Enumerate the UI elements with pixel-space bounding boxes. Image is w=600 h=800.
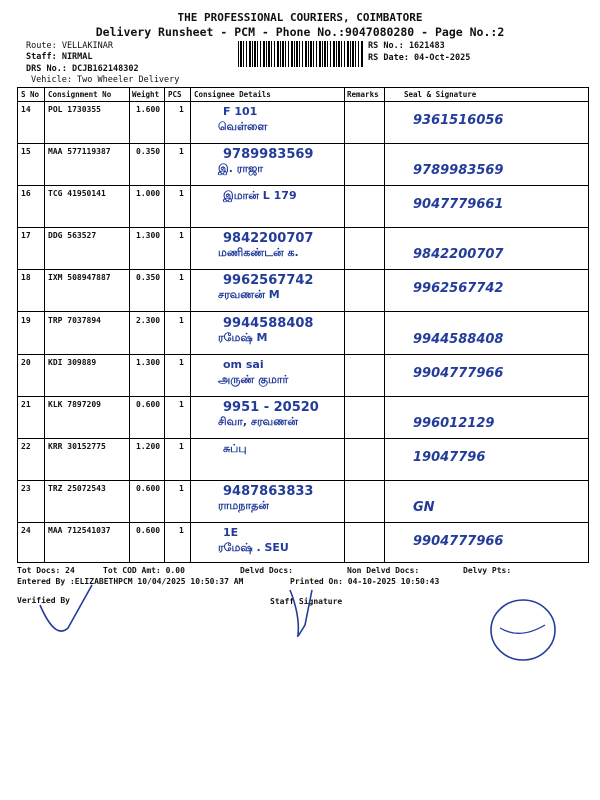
row-weight: 0.350	[136, 147, 161, 157]
consignee-handwriting: ராமநாதன்	[218, 498, 269, 512]
non-delvd-docs: Non Delvd Docs:	[347, 566, 420, 575]
row-sno: 16	[21, 189, 31, 199]
signature-handwriting: 9904777966	[413, 365, 504, 381]
company-title: THE PROFESSIONAL COURIERS, COIMBATORE	[177, 11, 423, 24]
row-pcs: 1	[179, 357, 184, 367]
row-weight: 0.350	[136, 273, 161, 283]
consignee-handwriting: வெள்ளை	[218, 120, 268, 133]
consignee-handwriting: F 101	[223, 105, 258, 118]
row-pcs: 1	[179, 315, 184, 325]
row-weight: 0.600	[136, 526, 161, 535]
consignee-handwriting: 9944588408	[223, 315, 314, 331]
row-sno: 20	[21, 357, 31, 367]
row-sno: 18	[21, 273, 31, 283]
row-consignment: MAA 712541037	[48, 526, 111, 535]
row-pcs: 1	[179, 399, 184, 409]
route-label: Route: VELLAKINAR	[26, 41, 113, 51]
row-weight: 1.300	[136, 357, 161, 367]
consignee-handwriting: ரமேஷ் M	[218, 330, 268, 344]
row-pcs: 1	[179, 189, 184, 199]
rs-number: RS No.: 1621483	[368, 41, 445, 51]
staff-signature-label: Staff Signature	[270, 597, 343, 606]
consignee-handwriting: சுப்பு	[223, 441, 247, 455]
row-weight: 1.200	[136, 441, 161, 451]
row-sno: 21	[21, 399, 31, 409]
col-weight: Weight	[132, 90, 160, 99]
row-pcs: 1	[179, 526, 184, 535]
consignee-handwriting: 9487863833	[223, 483, 314, 499]
row-consignment: POL 1730355	[48, 105, 101, 114]
row-consignment: MAA 577119387	[48, 147, 111, 157]
entered-by: Entered By :ELIZABETHPCM 10/04/2025 10:50:37 AM	[17, 577, 244, 586]
row-consignment: KLK 7897209	[48, 399, 101, 409]
row-pcs: 1	[179, 147, 184, 157]
row-weight: 0.600	[136, 399, 161, 409]
rs-date: RS Date: 04-Oct-2025	[368, 53, 471, 63]
consignee-handwriting: ரமேஷ் . SEU	[218, 541, 289, 554]
consignee-handwriting: 9951 - 20520	[223, 399, 319, 415]
consignee-handwriting: 9842200707	[223, 231, 314, 247]
tot-docs: Tot Docs: 24	[17, 566, 75, 575]
signature-handwriting: 9789983569	[413, 163, 504, 179]
signature-handwriting: 9904777966	[413, 534, 504, 549]
row-sno: 14	[21, 105, 31, 114]
row-consignment: KDI 309889	[48, 357, 97, 367]
row-consignment: DDG 563527	[48, 231, 97, 241]
drs-number: DRS No.: DCJB162148302	[26, 64, 139, 74]
row-pcs: 1	[179, 273, 184, 283]
row-pcs: 1	[179, 483, 184, 493]
consignee-handwriting: இ. ராஜா	[218, 162, 264, 176]
row-pcs: 1	[179, 231, 184, 241]
row-weight: 0.600	[136, 483, 161, 493]
delvd-docs: Delvd Docs:	[240, 566, 293, 575]
row-sno: 23	[21, 483, 31, 493]
row-weight: 1.000	[136, 189, 161, 199]
row-sno: 19	[21, 315, 31, 325]
row-sno: 15	[21, 147, 31, 157]
row-consignment: TRZ 25072543	[48, 483, 106, 493]
signature-handwriting: 9361516056	[413, 113, 504, 128]
consignee-handwriting: சிவா, சரவணன்	[218, 414, 298, 428]
consignee-handwriting: 9962567742	[223, 273, 314, 289]
signature-handwriting: 9962567742	[413, 281, 504, 297]
row-weight: 1.600	[136, 105, 161, 114]
consignee-handwriting: om sai	[223, 357, 264, 371]
verified-by: Verified By	[17, 596, 70, 605]
row-consignment: TRP 7037894	[48, 315, 101, 325]
consignee-handwriting: 1E	[223, 526, 239, 539]
signature-handwriting: 9944588408	[413, 331, 504, 347]
row-consignment: TCG 41950141	[48, 189, 106, 199]
signature-handwriting: 9842200707	[413, 247, 504, 263]
col-signature: Seal & Signature	[404, 90, 477, 99]
row-consignment: KRR 30152775	[48, 441, 106, 451]
consignee-handwriting: அருண் குமார்	[218, 372, 289, 386]
col-consignee: Consignee Details	[194, 90, 271, 99]
row-weight: 2.300	[136, 315, 161, 325]
tot-cod-amt: Tot COD Amt: 0.00	[103, 566, 185, 575]
row-weight: 1.300	[136, 231, 161, 241]
col-consignment: Consignment No	[48, 90, 112, 99]
col-sno: S No	[21, 90, 40, 99]
col-remarks: Remarks	[347, 90, 379, 99]
consignee-handwriting: மணிகண்டன் க.	[218, 246, 299, 260]
row-sno: 22	[21, 441, 31, 451]
signature-handwriting: 9047779661	[413, 197, 504, 213]
row-consignment: IXM 508947887	[48, 273, 111, 283]
row-pcs: 1	[179, 105, 184, 114]
row-pcs: 1	[179, 441, 184, 451]
signature-handwriting: GN	[413, 499, 435, 515]
runsheet-subtitle: Delivery Runsheet - PCM - Phone No.:9047080280 - Page No.:2	[95, 25, 505, 39]
delvy-pts: Delvy Pts:	[463, 566, 512, 575]
row-sno: 24	[21, 526, 31, 535]
signature-handwriting: 19047796	[413, 449, 486, 465]
signature-handwriting: 996012129	[413, 415, 495, 431]
staff-label: Staff: NIRMAL	[26, 52, 93, 62]
col-pcs: PCS	[168, 90, 182, 99]
vehicle-label: Vehicle: Two Wheeler Delivery	[31, 75, 180, 85]
printed-on: Printed On: 04-10-2025 10:50:43	[290, 577, 440, 586]
consignee-handwriting: சரவணன் M	[218, 288, 280, 302]
consignee-handwriting: இமான் L 179	[223, 189, 297, 203]
consignee-handwriting: 9789983569	[223, 147, 314, 163]
row-sno: 17	[21, 231, 31, 241]
